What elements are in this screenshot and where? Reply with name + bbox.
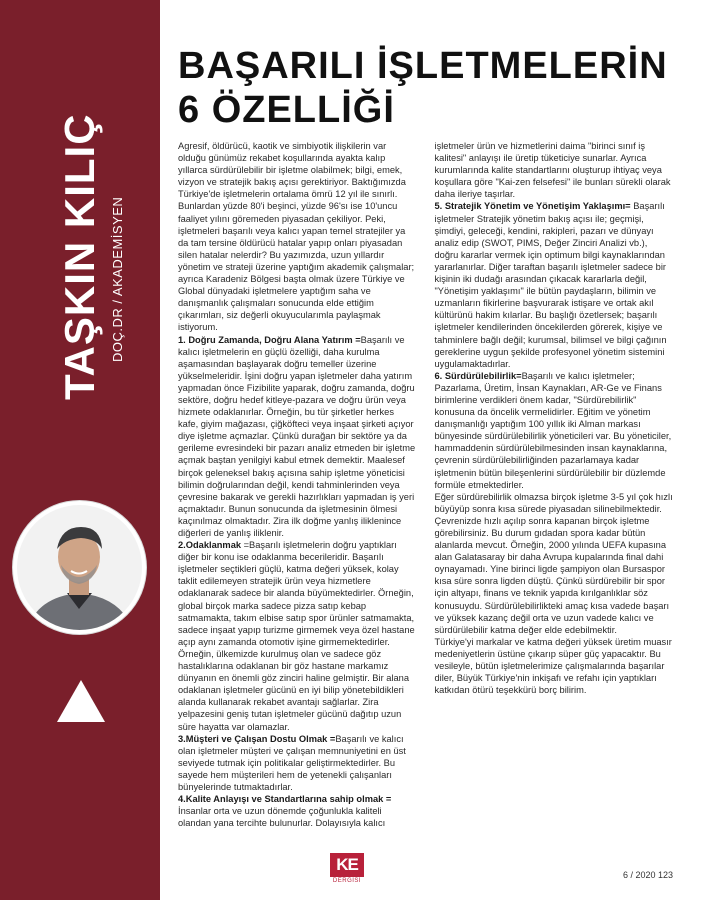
paragraph-item <box>178 733 417 793</box>
paragraph-lead: 1. Doğru Zamanda, Doğru Alana Yatırım = <box>178 334 361 345</box>
paragraph-text: Başarılı işletmeler Stratejik yönetim bakış açısı ile; geçmişi, şimdiyi, geleceği, kendini, rakipleri, pazarı ve dünyayı analiz edip (SWOT, PIMS, Değer Zinciri Analizi vb.), doğru kararlar vermek için optimum bilgi kaynaklarından yararlanırlar. Diğer taraftan başarılı işletmeler sadece bir kişinin iki dudağı arasından çıkacak kararlarla değil, "Yönetişim yaklaşımı" ile bütün paydaşların, bilimin ve uzmanların fikirlerine başvurarak istişare ve ortak akıl kültürünü hakim kılarlar. Bu başlığı özetlersek; başarılı işletmeler kendilerinden öncekilerden görerek, kişiye ve tahminlere bağlı değil; kurumsal, bilimsel ve bilgi çağının gereklerine uygun şekilde profesyonel yönetim sistemini uygulamaktadırlar. <box>434 201 667 369</box>
paragraph-text: =Başarılı işletmelerin doğru yaptıkları diğer bir konu ise odaklanma becerileridir. Başarılı işletmeler seçtikleri güçlü, katma değeri yüksek, kolay taklit edilemeyen stratejik ürün veya hizmetlere odaklanarak sadece bir alanda büyümektedirler. Örneğin, global birçok marka sadece pizza satıp kebap satmamakta, takım elbise satıp spor ürünler satmamakta, sadece inşaat yapıp turizme girmemek veya özel hastane açıp aynı zamanda otomotiv işine girmemektedirler. Örneğin, ülkemizde kurulmuş olan ve sadece göz hastalıklarına odaklanan bir göz hastane markamız dünyanın en önemli göz zinciri haline gelmiştir. Bir alana odaklanan işletmeler gücünü en iyi bilip yönetebildikleri alanda kullanarak rekabet avantajı sağlarlar. Zira yelpazesini geniş tutan işletmeler gücünü dağıtıp uzun süre hayatta var olamazlar. <box>178 540 415 732</box>
paragraph-lead: 5. Stratejik Yönetim ve Yönetişim Yaklaşımı= <box>434 201 631 212</box>
paragraph-lead: 2.Odaklanmak <box>178 540 242 551</box>
author-portrait-icon <box>17 505 142 630</box>
article-body <box>178 140 673 840</box>
author-sidebar <box>0 0 160 900</box>
decorative-triangle-icon <box>57 680 105 722</box>
paragraph-lead: 6. Sürdürülebilirlik= <box>434 370 522 381</box>
paragraph-item <box>435 200 674 369</box>
magazine-logo-subtitle: DERGİSİ <box>332 878 362 884</box>
paragraph-text: İnsanlar orta ve uzun dönemde çoğunlukla kaliteli olandan yana tercihte bulunurlar. Dolayısıyla kalıcı işletmeler ürün ve hizmetlerini daima "birinci sınıf iş kalitesi" anlayışı ile üretip tüketiciye sunarlar. Ayrıca kurumlarında kalite standartlarını oluşturup ihtiyaç veya koşullara göre "Kai-zen felsefesi" ile bunları sürekli olarak daha ileriye taşırlar. <box>178 141 671 829</box>
paragraph-lead: 4.Kalite Anlayışı ve Standartlarına sahip olmak = <box>178 794 392 805</box>
paragraph-text: Eğer sürdürebilirlik olmazsa birçok işletme 3-5 yıl çok hızlı büyüyüp sonra kısa sürede piyasadan silinebilmektedir. Çevrenizde hızlı açılıp sonra kapanan birçok işletme görebilirsiniz. Bu durum gıdadan spora kadar bütün alanlarda mevcut. Örneğin, 2000 yılında UEFA kupasına alan Galatasaray bir daha Avrupa kupalarında final dahi oynayamadı. Yine birinci ligde şampiyon olan Bursaspor kısa süre sonra ligden düştü. Çünkü sürdürebilir bir spor için altyapı, finans ve teknik yapıda kırılganlıklar söz konusuydu. Sürdürülebilirlikteki amaç kısa vadede başarı ve yüksek kazanç değil orta ve uzun vadede kalıcı ve sürdürülebilir katma değer elde edebilmektir. <box>434 491 673 635</box>
paragraph-text: Başarılı ve kalıcı işletmelerin en güçlü özelliği, daha kurulma aşamasından başlayarak doğru temeller üzerine yükselmeleridir. İşini doğru yapan işletmeler daha yatırım yapmadan önce Fizibilite yaparak, doğru zamanda, doğru sektöre, doğru hedef kitleye-pazara ve doğru ürün veya hizmete odaklanırlar. Örneğin, bu tür şirketler herkes kafe, giyim mağazası, çiğköfteci veya inşaat şirketi açıyor diye işletme açmazlar. Çünkü durağan bir sektöre ya da gerileme evresindeki bir pazarı analiz etmeden bir işletme açmak baştan yenilgiyi kabul etmek demektir. Maalesef birçok geleneksel bakış açısına sahip işletme yöneticisi bilimin doğrularından değil, kendi tahminlerinden veya çevresine bakarak ve gerekli hazırlıkları yapmadan iş yeri açmaktadır. Bunun sonucunda da işletmesinin ölmesi kaçınılmaz olmaktadır. Zira ilk doğme yanlış iliklenince diğerleri de yanlış iliklenir. <box>178 334 416 538</box>
paragraph-intro <box>178 140 417 334</box>
paragraph-text: Başarılı ve kalıcı olan işletmeler müşteri ve çalışan memnuniyetini en üst seviyede tutmak için politikalar geliştirmektedirler. Bu sayede hem müşterileri hem de yetenekli çalışanları bünyelerinde tutmaktadırlar. <box>178 733 406 792</box>
paragraph-text: Agresif, öldürücü, kaotik ve simbiyotik ilişkilerin var olduğu günümüz rekabet koşullarında ayakta kalıp yıllarca sürdürülebilir bir işletme olabilmek; bilgi, emek, vizyon ve stratejik bakış açısı gerektiriyor. Baktığımızda Türkiye'de işletmelerin ortalama ömrü 12 yıl ile sınırlı. Bunlardan yüzde 80'i beşinci, yüzde 96'sı ise 10'uncu faaliyet yılını göremeden piyasadan çekiliyor. Peki, işletmeleri başarılı veya kalıcı yapan temel stratejiler ya da tam tersine öldürücü hatalar yapıp onları piyasadan silen hatalar nelerdir? Bu yazımızda, uzun yıllardır yönetim ve strateji üzerine yaptığım akademik çalışmalar; ayrıca Karadeniz Bölgesi başta olmak üzere Türkiye ve Global dünyadaki işletmelere yaptığım saha ve danışmanlık çalışmaları sonucunda elde ettiğim çıkarımları, siz değerli okuyucularımla paylaşmak istiyorum. <box>178 141 415 333</box>
author-name: TAŞKIN KILIÇ <box>56 113 103 400</box>
magazine-logo <box>330 853 364 887</box>
paragraph-closing <box>435 636 674 696</box>
article-title <box>178 44 678 132</box>
article-title-line1: BAŞARILI İŞLETMELERİN <box>178 45 668 87</box>
article-title-line2: 6 ÖZELLİĞİ <box>178 89 395 131</box>
paragraph-text: Başarılı ve kalıcı işletmeler; Pazarlama, Üretim, İnsan Kaynakları, AR-Ge ve Finans birimlerine verdikleri önem kadar, "Sürdürebilirlik" konusuna da öncelik vermelidirler. Eğitim ve yönetim danışmanlığı yaptığım 100 yıllık iki Alman markası bünyesinde sürdürülebilirlik yöneticileri var. Bu yöneticiler, hammaddenin sürdürülebilmesinden insan kaynaklarına, çevrenin sürdürülebilirliğinden pazarlamaya kadar işletmenin bütün bileşenlerini sürdürülebilir bir düzlemde formüle etmektedirler. <box>434 370 672 490</box>
page-number: 6 / 2020 123 <box>622 870 673 880</box>
author-title: DOÇ.DR / AKADEMİSYEN <box>110 196 125 362</box>
paragraph-item <box>178 539 417 733</box>
paragraph-item <box>435 370 674 491</box>
paragraph-item <box>178 334 417 540</box>
magazine-logo-mark: KE <box>330 853 364 877</box>
author-label-group <box>48 100 148 400</box>
paragraph-text: Türkiye'yi markalar ve katma değeri yüksek üretim muasır medeniyetlerin üstüne çıkarıp süper güç yapacaktır. Bu vesileyle, bütün işletmelerimize çalışmalarında başarılar diler, Büyük Türkiye'nin inkişafı ve refahı için yaptıkları katkıdan ötürü teşekkürü borç bilirim. <box>434 636 672 696</box>
paragraph-lead: 3.Müşteri ve Çalışan Dostu Olmak = <box>178 733 336 744</box>
paragraph-item <box>435 491 674 636</box>
